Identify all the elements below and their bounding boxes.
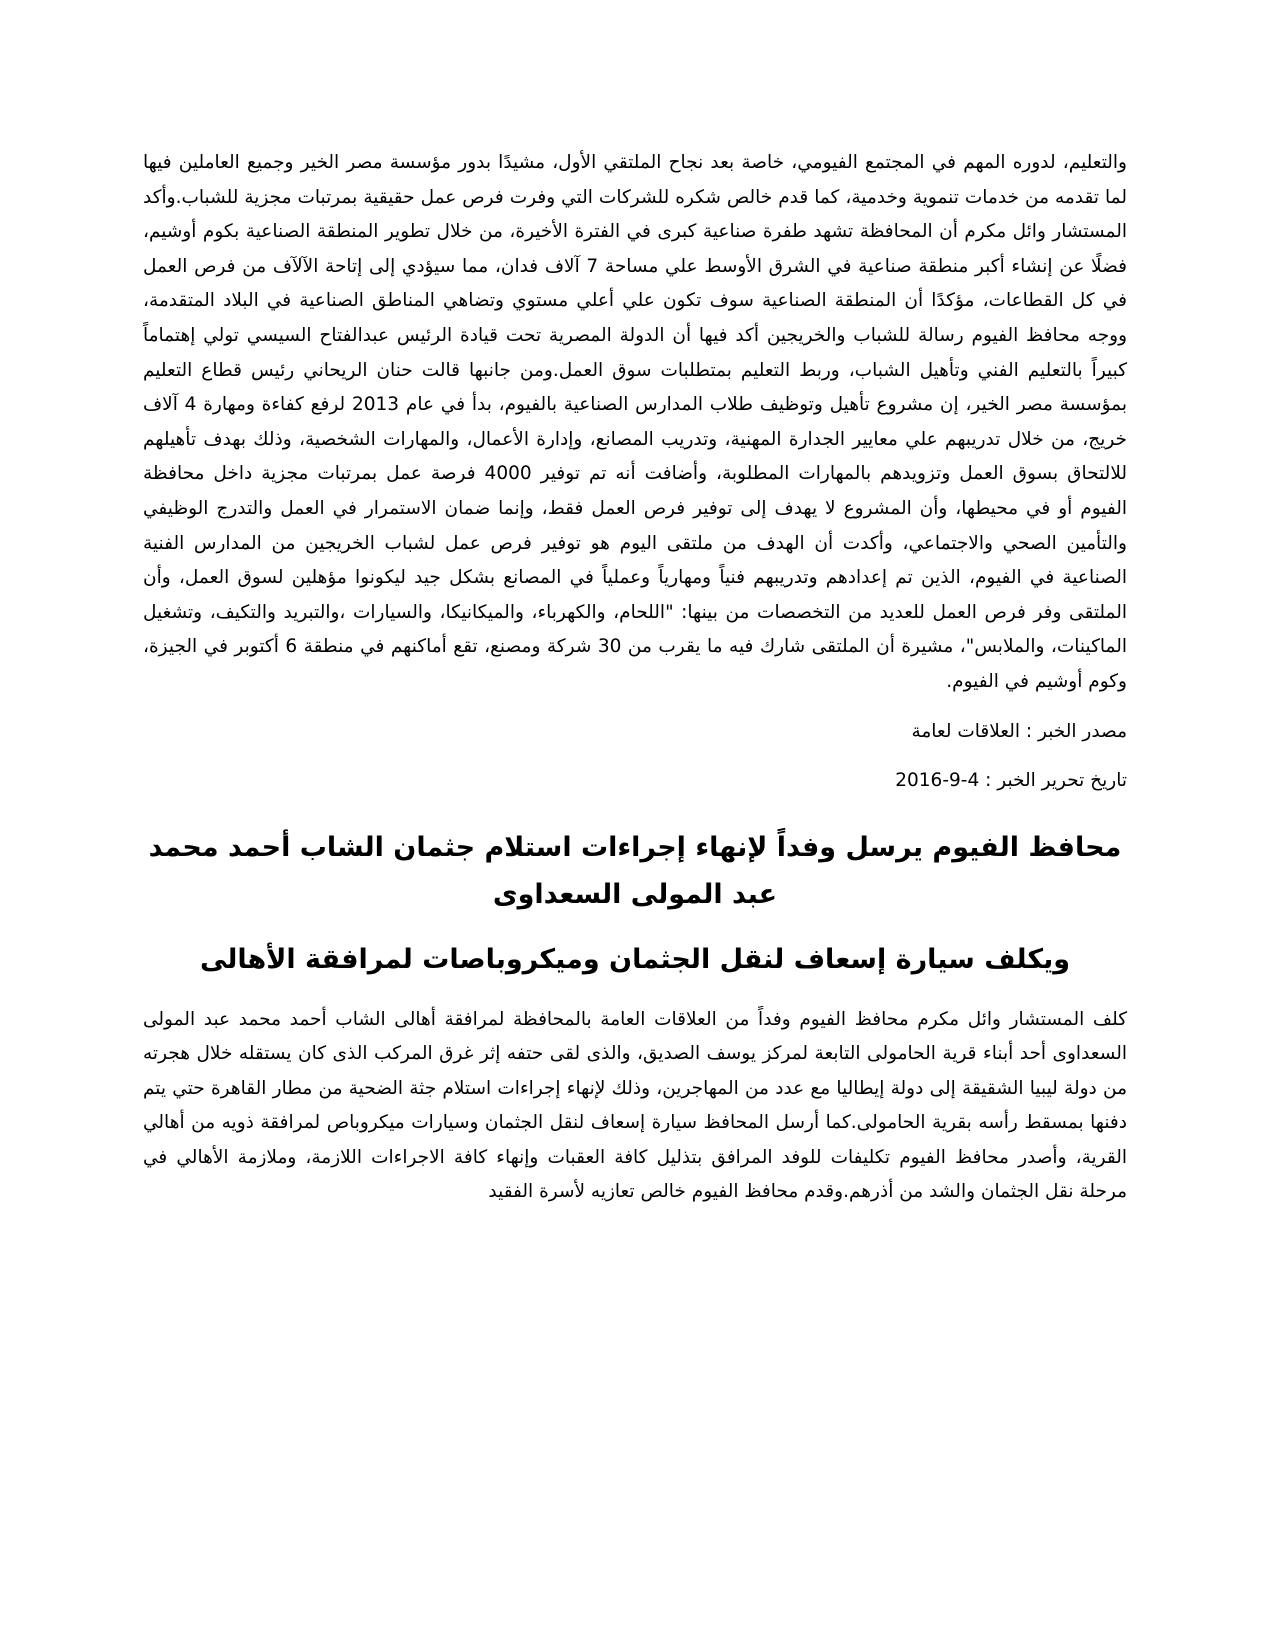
article1-paragraph: والتعليم، لدوره المهم في المجتمع الفيومي، خاصة بعد نجاح الملتقي الأول، مشيدًا بدور مؤسسة مصر الخير وجميع العاملين فيها لما تقدمه من خدمات تنموية وخدمية، كما قدم خالص شكره للشركات التي وفرت فرص عمل حقيقية بمرتبات مجزية للشباب.وأكد المستشار وائل مكرم أن المحافظة تشهد طفرة صناعية كبرى في الفترة الأخيرة، من خلال تطوير المنطقة الصناعية بكوم أوشيم، فضلًا عن إنشاء أكبر منطقة صناعية في الشرق الأوسط علي مساحة 7 آلاف فدان، مما سيؤدي إلى إتاحة الآلآف من فرص العمل في كل القطاعات، مؤكدًا أن المنطقة الصناعية سوف تكون علي أعلي مستوي وتضاهي المناطق الصناعية في البلاد المتقدمة، ووجه محافظ الفيوم رسالة للشباب والخريجين أكد فيها أن الدولة المصرية تحت قيادة الرئيس عبدالفتاح السيسي تولي إهتماماً كبيراً بالتعليم الفني وتأهيل الشباب، وربط التعليم بمتطلبات سوق العمل.ومن جانبها قالت حنان الريحاني رئيس قطاع التعليم بمؤسسة مصر الخير، إن مشروع تأهيل وتوظيف طلاب المدارس الصناعية بالفيوم، بدأ في عام 2013 لرفع كفاءة ومهارة 4 آلاف خريج، من خلال تدريبهم علي معايير الجدارة المهنية، وتدريب المصانع، وإدارة الأعمال، والمهارات الشخصية، وذلك بهدف تأهيلهم للالتحاق بسوق العمل وتزويدهم بالمهارات المطلوبة، وأضافت أنه تم توفير 4000 فرصة عمل بمرتبات مجزية داخل محافظة الفيوم أو في محيطها، وأن المشروع لا يهدف إلى توفير فرص العمل فقط، وإنما ضمان الاستمرار في العمل والتدرج الوظيفي والتأمين الصحي والاجتماعي، وأكدت أن الهدف من ملتقى اليوم هو توفير فرص عمل لشباب الخريجين من المدارس الفنية الصناعية في الفيوم، الذين تم إعدادهم وتدريبهم فنياً ومهارياً وعملياً في المصانع بشكل جيد ليكونوا مؤهلين لسوق العمل، وأن الملتقى وفر فرص العمل للعديد من التخصصات من بينها: "اللحام، والكهرباء، والميكانيكا، والسيارات ،والتبريد والتكيف، وتشغيل الماكينات، والملابس"، مشيرة أن الملتقى شارك فيه ما يقرب من 30 شركة ومصنع، تقع أماكنهم في منطقة 6 أكتوبر في الجيزة، وكوم أوشيم في الفيوم. <box>143 152 1127 692</box>
article2-title: محافظ الفيوم يرسل وفداً لإنهاء إجراءات استلام جثمان الشاب أحمد محمد عبد المولى السعداوى <box>148 831 1122 910</box>
article2-subtitle: ويكلف سيارة إسعاف لنقل الجثمان وميكروباصات لمرافقة الأهالى <box>199 943 1071 975</box>
news-source-line: مصدر الخبر : العلاقات لعامة <box>911 720 1127 742</box>
article2-paragraph: كلف المستشار وائل مكرم محافظ الفيوم وفداً من العلاقات العامة بالمحافظة لمرافقة أهالى الشاب أحمد محمد عبد المولى السعداوى أحد أبناء قرية الحامولى التابعة لمركز يوسف الصديق، والذى لقى حتفه إثر غرق المركب الذى كان يستقله خلال هجرته من دولة ليبيا الشقيقة إلى دولة إيطاليا مع عدد من المهاجرين، وذلك لإنهاء إجراءات استلام جثة الضحية من مطار القاهرة حتي يتم دفنها بمسقط رأسه بقرية الحامولى.كما أرسل المحافظ سيارة إسعاف لنقل الجثمان وسيارات ميكروباص لمرافقة ذويه من أهالي القرية، وأصدر محافظ الفيوم تكليفات للوفد المرافق بتذليل كافة العقبات وإنهاء كافة الاجراءات اللازمة، وملازمة الأهالي في مرحلة نقل الجثمان والشد من أذرهم.وقدم محافظ الفيوم خالص تعازيه لأسرة الفقيد <box>143 1008 1127 1203</box>
news-date-line: تاريخ تحرير الخبر : 4-9-2016 <box>895 769 1127 791</box>
article-body <box>143 146 1127 1210</box>
